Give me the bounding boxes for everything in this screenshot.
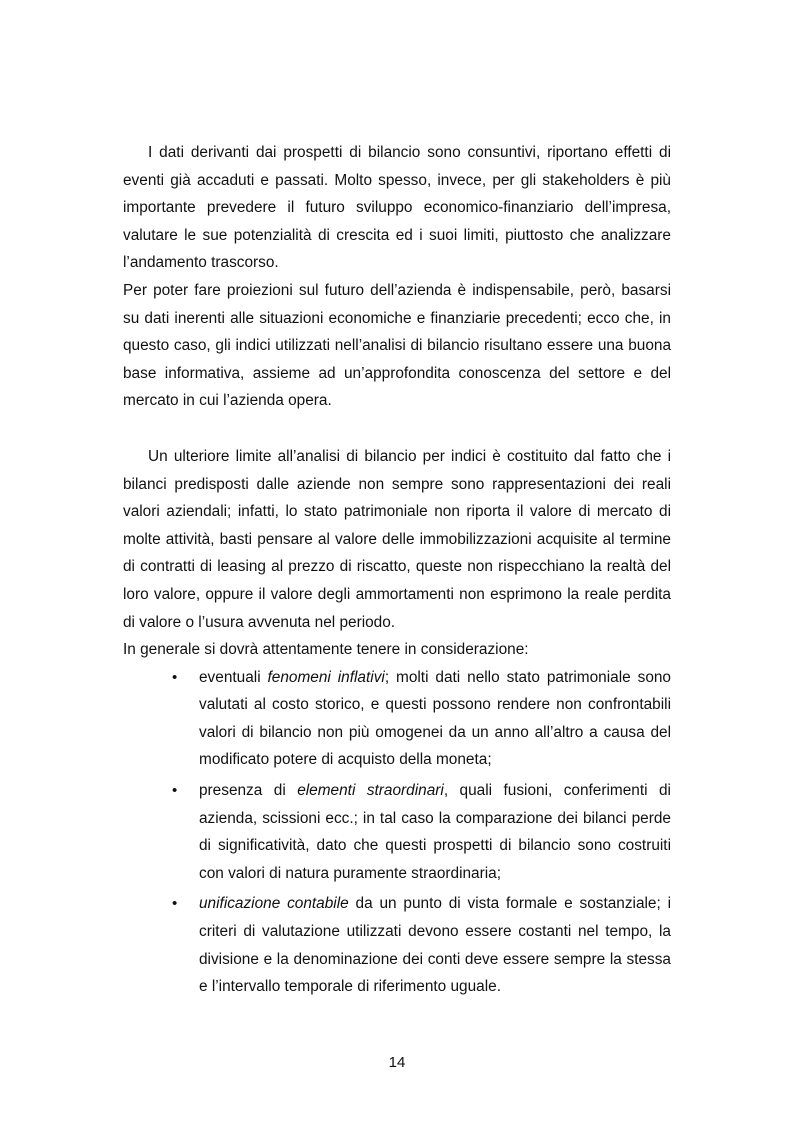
- list-item-emphasis: unificazione contabile: [199, 895, 349, 913]
- list-item-prefix: presenza di: [199, 782, 298, 800]
- list-item-text: da un punto di vista formale e sostanziale; i criteri di valutazione utilizzati devono essere costanti nel tempo, la divisione e la denominazione dei conti deve essere sempre la stessa e l’intervallo temporale di riferimento uguale.: [199, 895, 672, 996]
- page-number: 14: [388, 1054, 406, 1071]
- bullet-icon: •: [172, 782, 178, 800]
- list-item: [172, 890, 672, 1000]
- paragraph-limits: Un ulteriore limite all’analisi di bilancio per indici è costituito dal fatto che i bilanci predisposti dalle aziende non sempre sono rappresentazioni dei reali valori aziendali; infatti, lo stato patrimoniale non riporta il valore di mercato di molte attività, basti pensare al valore delle immobilizzazioni acquisite al termine di contratti di leasing al prezzo di riscatto, queste non rispecchiano la realtà del loro valore, oppure il valore degli ammortamenti non esprimono la reale perdita di valore o l’usura avvenuta nel periodo.: [123, 447, 671, 631]
- paragraph-projections: Per poter fare proiezioni sul futuro dell’azienda è indispensabile, però, basarsi su dati inerenti alle situazioni economiche e finanziarie precedenti; ecco che, in questo caso, gli indici utilizzati nell’analisi di bilancio risultano essere una buona base informativa, assieme ad un’approfondita conoscenza del settore e del mercato in cui l’azienda opera.: [123, 281, 671, 410]
- bullet-icon: •: [172, 668, 178, 686]
- page-body: [123, 139, 671, 1004]
- list-item-text: ; molti dati nello stato patrimoniale sono valutati al costo storico, e questi possono rendere non confrontabili valori di bilancio non più omogenei da un anno all’altro a causa del modificato potere di acquisto della moneta;: [199, 668, 671, 769]
- list-item-emphasis: elementi straordinari: [297, 782, 444, 800]
- list-item: [172, 777, 671, 887]
- list-item-prefix: eventuali: [199, 668, 268, 686]
- list-item: [172, 664, 671, 774]
- list-item-emphasis: fenomeni inflativi: [267, 668, 385, 686]
- bullet-icon: •: [172, 895, 178, 913]
- paragraph-forecast-importance: I dati derivanti dai prospetti di bilancio sono consuntivi, riportano effetti di eventi già accaduti e passati. Molto spesso, invece, per gli stakeholders è più importante prevedere il futuro sviluppo economico-finanziario dell’impresa, valutare le sue potenzialità di crescita ed i suoi limiti, piuttosto che analizzare l’andamento trascorso.: [123, 144, 671, 272]
- considerations-list: [123, 664, 671, 1001]
- paragraph-gap: [123, 415, 671, 443]
- list-item-text: , quali fusioni, conferimenti di azienda, scissioni ecc.; in tal caso la comparazione dei bilanci perde di significatività, dato che questi prospetti di bilancio sono costruiti con valori di natura puramente straordinaria;: [199, 782, 671, 882]
- paragraph-considerations-intro: In generale si dovrà attentamente tenere in considerazione:: [123, 641, 529, 659]
